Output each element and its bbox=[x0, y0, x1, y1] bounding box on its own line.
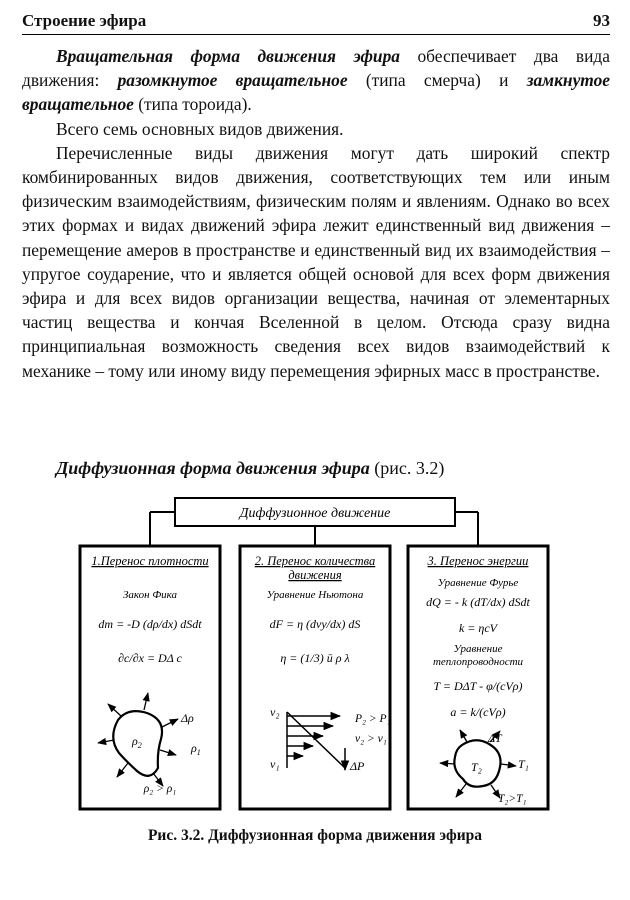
heat-t2: T₂ bbox=[471, 760, 482, 774]
term-open-rotational: разомкнутое вращательное bbox=[117, 70, 348, 91]
paragraph-combined: Перечисленные виды движения могут дать широкий спектр комбинированных видов движения, соответствующих тем или иным физическим взаимодействиям, физическим полям и явлениям. Однако во всех этих формах и видах движений эфира лежит единственный вид движения – перемещение амеров в пространстве и единственный вид их взаимодействия – упругое соударение, что и является общей основой для всех форм движения эфира и для всех видов организации вещества, начиная от элементарных частиц вещества и кончая Вселенной в целом. Отсюда сразу видна принципиальная возможность сведения всех видов взаимодействий к механике – тому или иному виду перемещения эфирных масс в пространстве. bbox=[22, 142, 610, 381]
box2-law: Уравнение Ньютона bbox=[266, 589, 364, 601]
density-delta-rho: Δρ bbox=[181, 711, 194, 725]
box3-law2-line2: теплопроводности bbox=[432, 656, 524, 668]
running-title: Строение эфира bbox=[22, 11, 147, 30]
box2-eq2: η = (1/3) ū ρ λ bbox=[280, 651, 350, 665]
box2-heading-line2: движения bbox=[288, 568, 342, 582]
heat-condition: T₂>T₁ bbox=[498, 793, 527, 805]
box3-eq3: T = DΔT - φ/(cVρ) bbox=[433, 679, 523, 693]
box1-law: Закон Фика bbox=[122, 589, 178, 601]
density-rho-inner: $\rho_2$ bbox=[132, 734, 142, 750]
box-momentum-transfer bbox=[240, 546, 390, 809]
box1-eq1: dm = -D (dρ/dx) dSdt bbox=[98, 617, 202, 631]
density-condition: ρ₂ > ρ₁ bbox=[143, 783, 177, 795]
density-rho-outer: $\rho_1$ bbox=[191, 741, 201, 757]
term-rotational-form: Вращательная форма движения эфира bbox=[56, 46, 400, 66]
paragraph-seven-kinds: Всего семь основных видов движения. bbox=[56, 118, 344, 139]
page-number: 93 bbox=[593, 11, 610, 30]
section-heading: Диффузионная форма движения эфира (рис. 3.2) bbox=[56, 458, 445, 478]
heat-delta-t: ΔT bbox=[488, 731, 502, 745]
figure-caption: Рис. 3.2. Диффузионная форма движения эфира bbox=[147, 827, 483, 844]
box1-heading: 1.Перенос плотности bbox=[91, 554, 209, 568]
box2-eq1: dF = η (dvy/dx) dS bbox=[269, 617, 361, 631]
delta-pressure: ΔP bbox=[350, 759, 365, 773]
box2-heading-line1: 2. Перенос количества bbox=[254, 554, 376, 568]
velocity-condition: v₂ > v₁ bbox=[355, 733, 387, 745]
paragraph-rotational: Вращательная форма движения эфира обеспечивает два вида движения: разомкнутое вращательное (типа смерча) и замкнутое вращательное (типа тороида). bbox=[22, 46, 610, 115]
box3-eq4: a = k/(cVρ) bbox=[450, 705, 506, 719]
box3-eq2: k = ηcV bbox=[458, 621, 498, 635]
box3-law2-line1: Уравнение bbox=[453, 643, 503, 655]
top-label: Диффузионное движение bbox=[239, 506, 391, 521]
velocity-v1: v₁ bbox=[270, 757, 280, 771]
box3-heading: 3. Перенос энергии bbox=[427, 554, 529, 568]
box3-law1: Уравнение Фурье bbox=[437, 577, 519, 589]
pressure-condition: P₂ > P₁ bbox=[355, 713, 391, 725]
velocity-v2: v₂ bbox=[270, 705, 280, 719]
term-closed-rotational: замкнутое вращательное bbox=[22, 70, 610, 115]
box3-eq1: dQ = - k (dT/dx) dSdt bbox=[426, 595, 530, 609]
heat-t1: T₁ bbox=[518, 757, 529, 771]
box1-eq2: ∂c/∂x = DΔ c bbox=[118, 651, 182, 665]
